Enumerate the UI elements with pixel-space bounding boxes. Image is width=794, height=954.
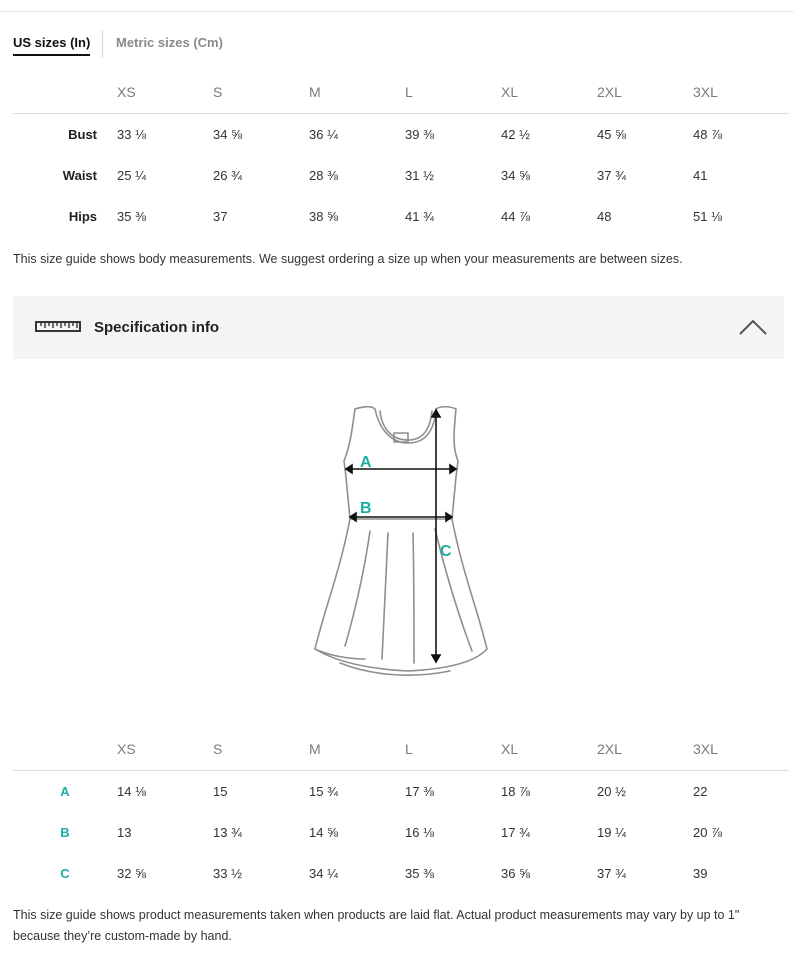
row-label-c: C <box>60 866 70 881</box>
table-row <box>13 853 789 894</box>
table-cell: 33 ⅛ <box>117 127 146 142</box>
table-row <box>13 114 789 156</box>
product-measurements-table <box>13 728 789 894</box>
specification-title: Specification info <box>94 319 220 336</box>
table-cell: 48 <box>597 209 612 224</box>
table-cell: 35 ⅜ <box>405 866 434 881</box>
table-cell: 34 ⅝ <box>501 168 530 183</box>
size-header-row <box>13 71 789 114</box>
tab-divider <box>102 30 103 58</box>
table-cell: 16 ⅛ <box>405 825 434 840</box>
row-label-bust: Bust <box>68 127 97 142</box>
specification-info-toggle[interactable] <box>13 296 784 359</box>
table-cell: 37 ¾ <box>597 866 626 881</box>
row-label-a: A <box>60 784 70 799</box>
table-cell: 44 ⅞ <box>501 209 530 224</box>
size-header: 2XL <box>597 728 693 771</box>
size-header: 3XL <box>693 71 789 114</box>
size-header: XS <box>117 71 213 114</box>
table-cell: 41 ¾ <box>405 209 434 224</box>
table-cell: 35 ⅜ <box>117 209 146 224</box>
table-cell: 20 ⅞ <box>693 825 722 840</box>
header-blank <box>13 71 117 114</box>
table-cell: 39 <box>693 866 708 881</box>
table-cell: 22 <box>693 784 708 799</box>
product-measurement-note: This size guide shows product measurements taken when products are laid flat. Actual product measurements may vary by up to 1" because they’re custom-made by hand. <box>13 908 740 943</box>
body-measurement-note: This size guide shows body measurements. We suggest ordering a size up when your measurements are between sizes. <box>13 252 683 266</box>
size-header: L <box>405 71 501 114</box>
table-cell: 38 ⅝ <box>309 209 338 224</box>
table-cell: 48 ⅞ <box>693 127 722 142</box>
table-cell: 25 ¼ <box>117 168 146 183</box>
table-cell: 51 ⅛ <box>693 209 722 224</box>
table-cell: 37 ¾ <box>597 168 626 183</box>
size-header: S <box>213 71 309 114</box>
table-cell: 41 <box>693 168 708 183</box>
table-cell: 37 <box>213 209 228 224</box>
header-blank <box>13 728 117 771</box>
table-cell: 18 ⅞ <box>501 784 530 799</box>
table-cell: 14 ⅝ <box>309 825 338 840</box>
table-cell: 13 <box>117 825 132 840</box>
table-cell: 20 ½ <box>597 784 626 799</box>
ruler-icon <box>35 321 81 332</box>
size-header: S <box>213 728 309 771</box>
tab-us-sizes[interactable]: US sizes (In) <box>13 35 90 56</box>
row-label-b: B <box>60 825 70 840</box>
table-row <box>13 771 789 813</box>
diagram-label-a: A <box>360 454 372 471</box>
table-row <box>13 155 789 196</box>
size-header: 2XL <box>597 71 693 114</box>
diagram-label-b: B <box>360 500 372 517</box>
size-header: XL <box>501 71 597 114</box>
table-cell: 15 <box>213 784 228 799</box>
diagram-label-c: C <box>440 543 452 560</box>
table-cell: 36 ⅝ <box>501 866 530 881</box>
size-header: 3XL <box>693 728 789 771</box>
table-cell: 31 ½ <box>405 168 434 183</box>
table-cell: 28 ⅜ <box>309 168 338 183</box>
table-row <box>13 196 789 237</box>
table-cell: 42 ½ <box>501 127 530 142</box>
body-measurements-table <box>13 71 789 237</box>
table-cell: 33 ½ <box>213 866 242 881</box>
table-cell: 13 ¾ <box>213 825 242 840</box>
table-row <box>13 812 789 853</box>
table-cell: 17 ⅜ <box>405 784 434 799</box>
chevron-up-icon[interactable] <box>738 318 768 336</box>
table-cell: 17 ¾ <box>501 825 530 840</box>
size-header: XL <box>501 728 597 771</box>
size-header: L <box>405 728 501 771</box>
table-cell: 45 ⅝ <box>597 127 626 142</box>
table-cell: 15 ¾ <box>309 784 338 799</box>
size-header: M <box>309 71 405 114</box>
table-cell: 19 ¼ <box>597 825 626 840</box>
top-divider <box>0 11 794 12</box>
size-header: M <box>309 728 405 771</box>
table-cell: 39 ⅜ <box>405 127 434 142</box>
table-cell: 32 ⅝ <box>117 866 146 881</box>
table-cell: 26 ¾ <box>213 168 242 183</box>
row-label-waist: Waist <box>62 168 97 183</box>
table-cell: 34 ¼ <box>309 866 338 881</box>
dress-diagram <box>310 401 492 681</box>
table-cell: 14 ⅛ <box>117 784 146 799</box>
size-header: XS <box>117 728 213 771</box>
table-cell: 34 ⅝ <box>213 127 242 142</box>
row-label-hips: Hips <box>68 209 97 224</box>
table-cell: 36 ¼ <box>309 127 338 142</box>
size-header-row <box>13 728 789 771</box>
tab-metric-sizes[interactable]: Metric sizes (Cm) <box>116 35 223 50</box>
